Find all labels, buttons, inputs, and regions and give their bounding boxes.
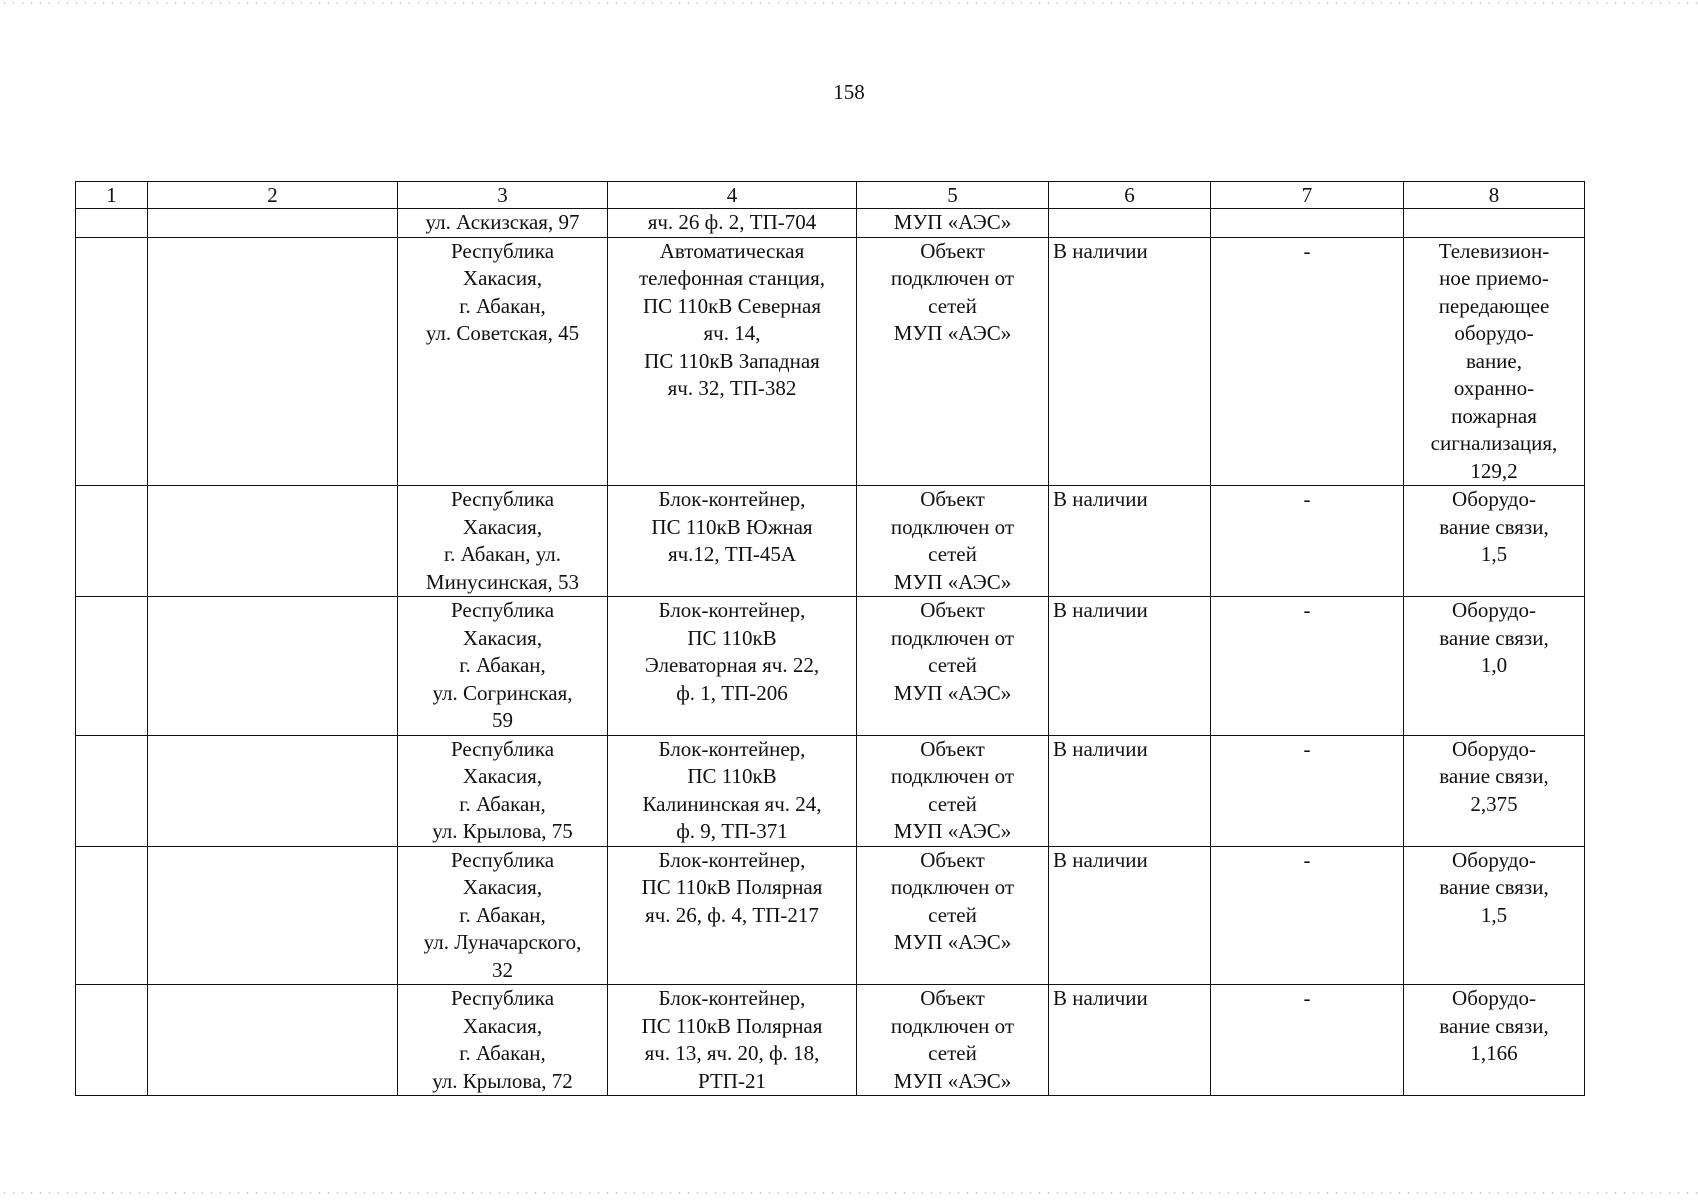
equipment-cell: Оборудо- вание связи, 2,375 (1404, 735, 1585, 846)
equipment-cell: Оборудо- вание связи, 1,5 (1404, 846, 1585, 985)
address-cell: ул. Аскизская, 97 (398, 209, 608, 238)
col7-cell: - (1211, 597, 1404, 736)
address-cell: Республика Хакасия, г. Абакан, ул. Минусинская, 53 (398, 486, 608, 597)
table-row (76, 597, 1585, 736)
status-cell: В наличии (1049, 735, 1211, 846)
table-row (76, 735, 1585, 846)
column-header: 3 (398, 182, 608, 209)
empty-cell (148, 209, 398, 238)
col7-cell: - (1211, 486, 1404, 597)
column-header: 8 (1404, 182, 1585, 209)
connection-cell: Блок-контейнер, ПС 110кВ Калининская яч. 24, ф. 9, ТП-371 (608, 735, 857, 846)
status-cell: В наличии (1049, 486, 1211, 597)
empty-cell (76, 486, 148, 597)
network-cell: Объект подключен от сетей МУП «АЭС» (857, 985, 1049, 1096)
column-header: 1 (76, 182, 148, 209)
table-row (76, 846, 1585, 985)
empty-cell (76, 597, 148, 736)
scan-artifact-bottom (0, 1192, 1698, 1194)
status-cell: В наличии (1049, 846, 1211, 985)
empty-cell (76, 735, 148, 846)
equipment-cell (1404, 209, 1585, 238)
address-cell: Республика Хакасия, г. Абакан, ул. Крылова, 72 (398, 985, 608, 1096)
network-cell: Объект подключен от сетей МУП «АЭС» (857, 486, 1049, 597)
col7-cell: - (1211, 735, 1404, 846)
table-row (76, 486, 1585, 597)
col7-cell (1211, 209, 1404, 238)
equipment-cell: Оборудо- вание связи, 1,5 (1404, 486, 1585, 597)
status-cell (1049, 209, 1211, 238)
address-cell: Республика Хакасия, г. Абакан, ул. Советская, 45 (398, 237, 608, 486)
network-cell: Объект подключен от сетей МУП «АЭС» (857, 846, 1049, 985)
network-cell: Объект подключен от сетей МУП «АЭС» (857, 735, 1049, 846)
network-cell: МУП «АЭС» (857, 209, 1049, 238)
empty-cell (148, 597, 398, 736)
empty-cell (148, 846, 398, 985)
connection-cell: Блок-контейнер, ПС 110кВ Южная яч.12, ТП-45А (608, 486, 857, 597)
empty-cell (76, 209, 148, 238)
connection-cell: Блок-контейнер, ПС 110кВ Полярная яч. 13, яч. 20, ф. 18, РТП-21 (608, 985, 857, 1096)
empty-cell (76, 985, 148, 1096)
network-cell: Объект подключен от сетей МУП «АЭС» (857, 597, 1049, 736)
status-cell: В наличии (1049, 597, 1211, 736)
table-row (76, 237, 1585, 486)
col7-cell: - (1211, 237, 1404, 486)
connection-cell: Автоматическая телефонная станция, ПС 110кВ Северная яч. 14, ПС 110кВ Западная яч. 32, ТП-382 (608, 237, 857, 486)
empty-cell (148, 237, 398, 486)
connection-cell: Блок-контейнер, ПС 110кВ Полярная яч. 26, ф. 4, ТП-217 (608, 846, 857, 985)
network-cell: Объект подключен от сетей МУП «АЭС» (857, 237, 1049, 486)
column-header: 2 (148, 182, 398, 209)
connection-cell: Блок-контейнер, ПС 110кВ Элеваторная яч. 22, ф. 1, ТП-206 (608, 597, 857, 736)
column-header: 5 (857, 182, 1049, 209)
page-number: 158 (833, 80, 865, 104)
empty-cell (148, 985, 398, 1096)
connection-cell: яч. 26 ф. 2, ТП-704 (608, 209, 857, 238)
column-number-row (76, 182, 1585, 209)
address-cell: Республика Хакасия, г. Абакан, ул. Луначарского, 32 (398, 846, 608, 985)
equipment-cell: Оборудо- вание связи, 1,0 (1404, 597, 1585, 736)
empty-cell (148, 486, 398, 597)
col7-cell: - (1211, 846, 1404, 985)
column-header: 7 (1211, 182, 1404, 209)
table-row (76, 985, 1585, 1096)
col7-cell: - (1211, 985, 1404, 1096)
address-cell: Республика Хакасия, г. Абакан, ул. Согринская, 59 (398, 597, 608, 736)
objects-table (75, 181, 1585, 1096)
status-cell: В наличии (1049, 237, 1211, 486)
equipment-cell: Телевизион- ное приемо- передающее оборудо- вание, охранно- пожарная сигнализация, 129,2 (1404, 237, 1585, 486)
table-row (76, 209, 1585, 238)
column-header: 4 (608, 182, 857, 209)
address-cell: Республика Хакасия, г. Абакан, ул. Крылова, 75 (398, 735, 608, 846)
empty-cell (148, 735, 398, 846)
equipment-cell: Оборудо- вание связи, 1,166 (1404, 985, 1585, 1096)
column-header: 6 (1049, 182, 1211, 209)
scan-artifact-top (0, 2, 1698, 4)
empty-cell (76, 846, 148, 985)
status-cell: В наличии (1049, 985, 1211, 1096)
empty-cell (76, 237, 148, 486)
